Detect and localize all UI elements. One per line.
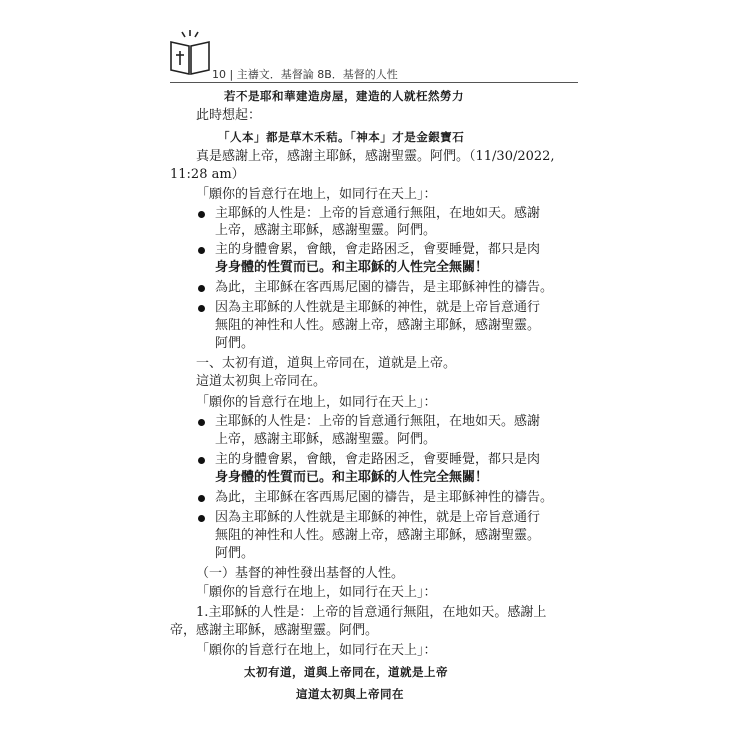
text-line: 「願你的旨意行在地上，如同行在天上」：	[196, 643, 437, 658]
text-line: 為此，主耶穌在客西馬尼園的禱告，是主耶穌神性的禱告。	[215, 280, 554, 295]
text-line: 「願你的旨意行在地上，如同行在天上」：	[196, 585, 437, 600]
bullet-dot	[198, 495, 205, 502]
header-rule	[170, 82, 578, 83]
text-line: 11:28 am）	[170, 167, 245, 182]
text-line: 這道太初與上帝同在。	[196, 374, 327, 389]
text-line: 「願你的旨意行在地上，如同行在天上」：	[196, 395, 437, 410]
bullet-dot	[198, 247, 205, 254]
text-line: 上帝，感謝主耶穌，感謝聖靈。阿們。	[215, 223, 437, 238]
text-line: 無阻的神性和人性。感謝上帝，感謝主耶穌，感謝聖靈。	[215, 528, 541, 543]
text-line: 身身體的性質而已。和主耶穌的人性完全無關！	[215, 260, 489, 275]
text-line: 「願你的旨意行在地上，如同行在天上」：	[196, 187, 437, 202]
text-line: 上帝，感謝主耶穌，感謝聖靈。阿們。	[215, 432, 437, 447]
text-line: 阿們。	[215, 336, 255, 351]
heading-line: 若不是耶和華建造房屋，建造的人就枉然勞力	[224, 89, 464, 103]
bullet-dot	[198, 211, 205, 218]
running-head: 10 | 主禱文．基督論 8B．基督的人性	[212, 68, 398, 81]
text-line: 主耶穌的人性是：上帝的旨意通行無阻，在地如天。感謝	[215, 206, 541, 221]
bullet-dot	[198, 285, 205, 292]
text-line: 帝，感謝主耶穌，感謝聖靈。阿們。	[170, 623, 379, 638]
text-line: 主的身體會累，會餓，會走路困乏，會要睡覺，都只是肉	[215, 452, 541, 467]
bullet-dot	[198, 419, 205, 426]
text-line: 1.主耶穌的人性是：上帝的旨意通行無阻，在地如天。感謝上	[196, 605, 547, 620]
text-line: 主耶穌的人性是：上帝的旨意通行無阻，在地如天。感謝	[215, 414, 541, 429]
text-line: 主的身體會累，會餓，會走路困乏，會要睡覺，都只是肉	[215, 242, 541, 257]
bullet-dot	[198, 305, 205, 312]
heading-line: 太初有道，道與上帝同在，道就是上帝	[244, 665, 448, 679]
section-heading: （一）基督的神性發出基督的人性。	[196, 566, 405, 581]
text-line: 真是感謝上帝，感謝主耶穌，感謝聖靈。阿們。（11/30/2022,	[196, 149, 555, 164]
open-bible-icon	[168, 28, 212, 76]
section-heading: 一、太初有道，道與上帝同在，道就是上帝。	[196, 356, 457, 371]
text-line: 無阻的神性和人性。感謝上帝，感謝主耶穌，感謝聖靈。	[215, 318, 541, 333]
text-line: 阿們。	[215, 546, 255, 561]
bullet-dot	[198, 457, 205, 464]
text-line: 此時想起：	[196, 108, 262, 123]
bullet-dot	[198, 515, 205, 522]
text-line: 為此，主耶穌在客西馬尼園的禱告，是主耶穌神性的禱告。	[215, 490, 554, 505]
text-line: 因為主耶穌的人性就是主耶穌的神性，就是上帝旨意通行	[215, 510, 541, 525]
text-line: 因為主耶穌的人性就是主耶穌的神性，就是上帝旨意通行	[215, 300, 541, 315]
text-line: 身身體的性質而已。和主耶穌的人性完全無關！	[215, 470, 489, 485]
heading-line: 這道太初與上帝同在	[296, 687, 404, 701]
heading-line: 「人本」都是草木禾秸。「神本」才是金銀寶石	[218, 130, 465, 144]
